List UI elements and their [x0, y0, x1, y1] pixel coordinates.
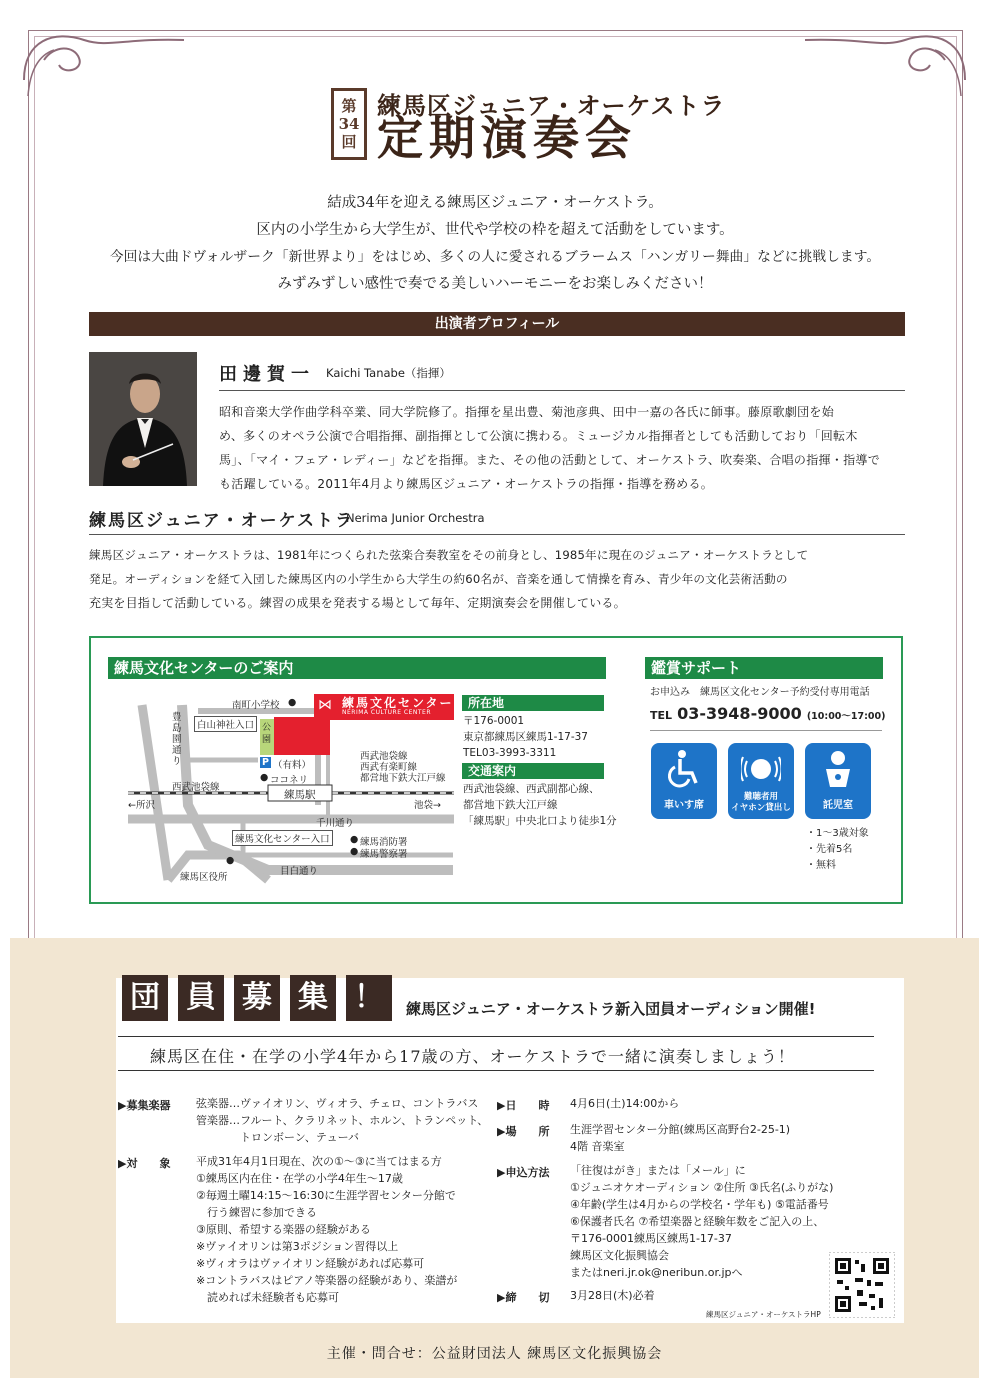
childcare-badge — [805, 743, 871, 819]
tel-prefix: TEL — [650, 709, 673, 722]
concert-number-badge — [331, 88, 367, 160]
orchestra-description — [89, 543, 909, 615]
access-text — [463, 781, 617, 829]
divider — [219, 390, 905, 391]
target-line: 読めれば未経験者も応募可 — [196, 1291, 339, 1304]
line-name: 西武池袋線 — [360, 751, 408, 762]
address-header: 所在地 — [462, 695, 604, 711]
support-apply-text: お申込み 練馬区文化センター予約受付専用電話 — [650, 687, 870, 698]
map-dot-icon: ● — [260, 772, 269, 783]
center-label-box — [314, 694, 454, 720]
apply-line: ④年齢(学生は4月からの学校名・学年も) ⑤電話番号 — [570, 1198, 829, 1211]
map-label-police: 練馬警察署 — [360, 849, 408, 860]
corner-ornament-top-left — [14, 20, 194, 100]
target-line: ※コントラバスはピアノ等楽器の経験があり、楽譜が — [196, 1274, 458, 1287]
map-label-minamimachi: 南町小学校 — [232, 700, 280, 711]
wheelchair-seat-badge — [651, 743, 717, 819]
profile-section-header: 出演者プロフィール — [89, 312, 905, 336]
address-line: 東京都練馬区練馬1-17-37 — [463, 731, 588, 743]
icon-label: 車いす席 — [664, 800, 704, 811]
recruit-kanji: 員 — [178, 975, 224, 1021]
line-name: 西武有楽町線 — [360, 762, 418, 773]
bio-line: め、多くのオペラ公演で合唱指揮、副指揮として公演に携わる。ミュージカル指揮者としても活動しており「回転木 — [219, 429, 858, 443]
conductor-name-en: Kaichi Tanabe（指揮） — [326, 366, 451, 380]
map-label-center-entrance: 練馬文化センター入口 — [232, 830, 333, 846]
target-line: 平成31年4月1日現在、次の①〜③に当てはまる方 — [196, 1155, 442, 1168]
venue-header: 練馬文化センターのご案内 — [108, 657, 606, 679]
address-line: 〒176-0001 — [463, 715, 525, 727]
school-dot-icon: ● — [288, 697, 297, 708]
place-label: ▶場 所 — [497, 1125, 550, 1138]
bio-line: 昭和音楽大学作曲学科卒業、同大学院修了。指揮を星出豊、菊池彦典、田中一嘉の各氏に師事。藤原歌劇団を始 — [219, 405, 835, 419]
apply-line: 練馬区文化振興協会 — [570, 1249, 669, 1262]
orchestra-name: 練馬区ジュニア・オーケストラ — [89, 511, 354, 531]
instruments-line: 管楽器…フルート、クラリネット、ホルン、トランペット、 — [196, 1114, 489, 1127]
intro-line: 区内の小学生から大学生が、世代や学校の枠を超えて活動をしています。 — [256, 222, 734, 238]
access-header: 交通案内 — [462, 763, 604, 779]
map-label-mejiro: 目白通り — [280, 866, 319, 877]
orchestra-name-en: Nerima Junior Orchestra — [346, 511, 485, 525]
intro-line: みずみずしい感性で奏でる美しいハーモニーをお楽しみください！ — [277, 276, 713, 292]
map-label-seibu-ikebukuro: 西武池袋線 — [172, 782, 220, 793]
parking-icon: P — [262, 757, 269, 768]
recruit-kanji: ！ — [346, 975, 392, 1021]
hearing-support-badge — [728, 743, 794, 819]
map-label-station: 練馬駅 — [284, 789, 316, 801]
apply-text — [570, 1162, 833, 1281]
hearing-icon — [741, 749, 781, 789]
bio-line: 馬」、「マイ・フェア・レディー」などを指揮。また、その他の活動として、オーケストラ、吹奏楽、合唱の指揮・指導で — [219, 453, 881, 467]
childcare-icon — [818, 749, 858, 789]
center-logo-icon: ⋈ — [318, 697, 332, 713]
place-text — [570, 1121, 790, 1155]
address-text — [463, 713, 588, 761]
note-line: ・無料 — [806, 860, 836, 871]
deadline-text: 3月28日(木)必着 — [570, 1289, 655, 1302]
instruments-line: 弦楽器…ヴァイオリン、ヴィオラ、チェロ、コントラバス — [196, 1097, 479, 1110]
note-line: ・先着5名 — [806, 844, 853, 855]
tel-hours: (10:00〜17:00) — [806, 711, 886, 722]
target-text — [196, 1153, 457, 1306]
map-label-ward-office: 練馬区役所 — [180, 872, 228, 883]
intro-text — [89, 190, 901, 298]
target-line: ※ヴァイオリンは第3ポジション習得以上 — [196, 1240, 399, 1253]
map-label-coconeri: ココネリ — [270, 775, 309, 786]
orchestra-line: 練馬区ジュニア・オーケストラは、1981年につくられた弦楽合奏教室をその前身とし、1985年に現在のジュニア・オーケストラとして — [89, 548, 809, 562]
target-line: ②毎週土曜14:15〜16:30に生涯学習センター分館で — [196, 1189, 456, 1202]
map-label-hakusan: 白山神社入口 — [194, 716, 257, 732]
access-line: 都営地下鉄大江戸線 — [463, 799, 558, 811]
badge-line-1: 第 — [341, 97, 357, 115]
instruments-line: トロンボーン、テューバ — [196, 1131, 360, 1144]
target-line: ①練馬区内在住・在学の小学4年生〜17歳 — [196, 1172, 403, 1185]
map-label-tokorozawa: ←所沢 — [128, 800, 155, 811]
divider — [650, 730, 882, 731]
map-label-toshimaen: 豊島園通り — [172, 712, 182, 767]
footer-organizer: 主催・問合せ：公益財団法人 練馬区文化振興協会 — [326, 1346, 663, 1362]
access-map — [128, 695, 454, 885]
map-label-park: 公園 — [262, 723, 272, 745]
target-line: ※ヴィオラはヴァイオリン経験があれば応募可 — [196, 1257, 425, 1270]
place-line: 4階 音楽室 — [570, 1140, 625, 1153]
qr-caption: 練馬区ジュニア・オーケストラHP — [706, 1310, 821, 1319]
recruit-kanji: 集 — [290, 975, 336, 1021]
apply-label: ▶申込方法 — [497, 1166, 550, 1179]
conductor-bio — [219, 400, 905, 496]
note-line: ・1〜3歳対象 — [806, 828, 869, 839]
access-line: 西武池袋線、西武副都心線、 — [463, 783, 600, 795]
map-dot-icon: ● — [350, 834, 359, 845]
date-label: ▶日 時 — [497, 1099, 550, 1112]
apply-line: 「往復はがき」または「メール」に — [570, 1164, 746, 1177]
badge-line-2: 34 — [338, 115, 360, 133]
childcare-notes — [806, 826, 869, 874]
conductor-name: 田邊賀一 — [219, 364, 315, 385]
place-line: 生涯学習センター分館(練馬区高野台2-25-1) — [570, 1123, 791, 1136]
map-label-ikebukuro: 池袋→ — [414, 800, 441, 811]
icon-label: 託児室 — [823, 800, 853, 811]
map-dot-icon: ● — [350, 846, 359, 857]
center-name: 練馬文化センター — [342, 696, 454, 710]
conductor-photo — [89, 352, 197, 486]
title-subtitle: 練馬区ジュニア・オーケストラ — [377, 92, 726, 120]
recruit-subline: 練馬区在住・在学の小学4年から17歳の方、オーケストラで一緒に演奏しましょう！ — [150, 1047, 795, 1066]
map-label-fire: 練馬消防署 — [360, 837, 408, 848]
qr-code-icon — [829, 1252, 895, 1318]
badge-line-3: 回 — [341, 133, 357, 151]
conductor-silhouette-icon — [89, 352, 197, 486]
recruit-kanji: 団 — [122, 975, 168, 1021]
orchestra-line: 充実を目指して活動している。練習の成果を発表する場として毎年、定期演奏会を開催している。 — [89, 596, 626, 610]
icon-label: 難聴者用 イヤホン貸出し — [731, 792, 791, 813]
access-line: 「練馬駅」中央北口より徒歩1分 — [463, 815, 617, 827]
support-phone — [650, 704, 886, 723]
bio-line: も活躍している。2011年4月より練馬区ジュニア・オーケストラの指揮・指導を務める。 — [219, 477, 714, 491]
apply-line: ①ジュニオケオーディション ②住所 ③氏名(ふりがな) — [570, 1181, 834, 1194]
target-line: ③原則、希望する楽器の経験がある — [196, 1223, 371, 1236]
divider — [89, 534, 905, 535]
apply-line: 〒176-0001練馬区練馬1-17-37 — [570, 1232, 732, 1245]
corner-ornament-top-right — [795, 20, 975, 100]
wheelchair-icon — [664, 749, 704, 789]
instruments-label: ▶募集楽器 — [118, 1099, 171, 1112]
target-line: 行う練習に参加できる — [196, 1206, 317, 1219]
page-title: 定期演奏会 — [377, 111, 637, 165]
intro-line: 結成34年を迎える練馬区ジュニア・オーケストラ。 — [327, 195, 663, 211]
address-line: TEL03-3993-3311 — [463, 747, 557, 759]
apply-email[interactable]: またはneri.jr.ok@neribun.or.jpへ — [570, 1266, 743, 1279]
divider — [118, 1070, 874, 1071]
intro-line: 今回は大曲ドヴォルザーク「新世界より」をはじめ、多くの人に愛されるブラームス「ハンガリー舞曲」などに挑戦します。 — [109, 249, 881, 265]
qr-code[interactable] — [829, 1252, 895, 1318]
support-header: 鑑賞サポート — [645, 657, 883, 679]
map-dot-icon: ● — [226, 855, 235, 866]
map-label-lines — [360, 751, 446, 784]
date-text: 4月6日(土)14:00から — [570, 1097, 680, 1110]
map-label-parking: （有料） — [273, 760, 312, 771]
tel-number: 03-3948-9000 — [677, 704, 802, 723]
map-label-senkawa: 千川通り — [316, 818, 355, 829]
apply-line: ⑥保護者氏名 ⑦希望楽器と経験年数をご記入の上、 — [570, 1215, 825, 1228]
recruit-kanji: 募 — [234, 975, 280, 1021]
orchestra-line: 発足。オーディションを経て入団した練馬区内の小学生から大学生の約60名が、音楽を通して情操を育み、青少年の文化芸術活動の — [89, 572, 788, 586]
deadline-label: ▶締 切 — [497, 1291, 550, 1304]
center-name-en: NERIMA CULTURE CENTER — [342, 709, 432, 716]
line-name: 都営地下鉄大江戸線 — [360, 773, 446, 784]
recruit-headline: 練馬区ジュニア・オーケストラ新入団員オーディション開催! — [406, 1000, 816, 1018]
target-label: ▶対 象 — [118, 1157, 171, 1170]
instruments-text — [196, 1095, 488, 1146]
divider — [118, 1036, 874, 1037]
